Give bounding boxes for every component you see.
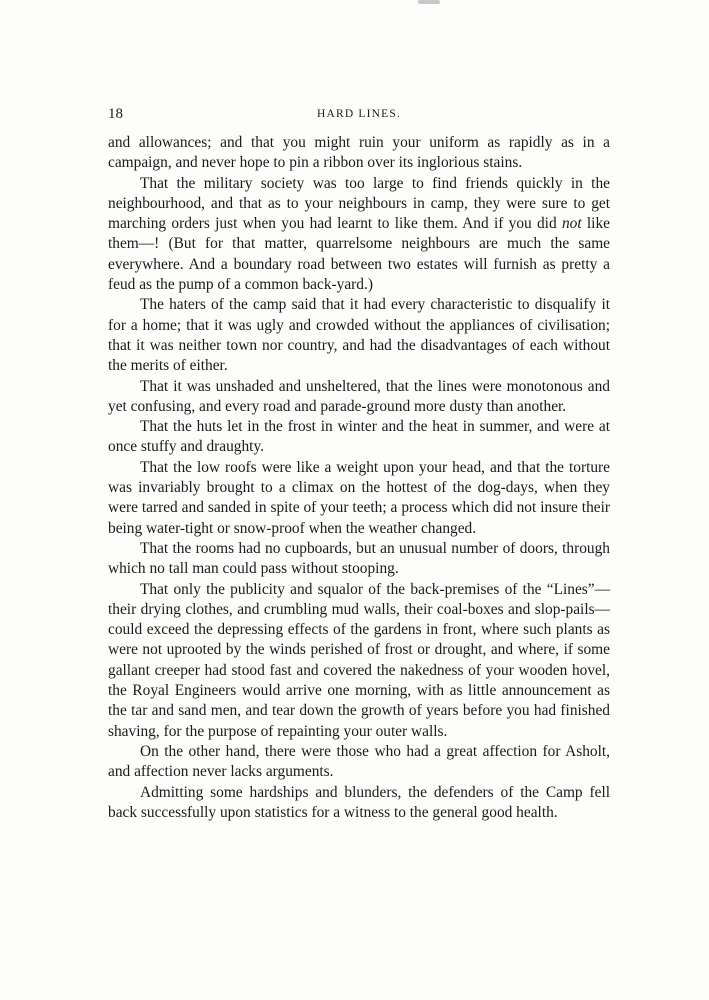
- paragraph-2: [108, 174, 610, 296]
- page-number: 18: [108, 106, 123, 122]
- paragraph-6: That the low roofs were like a weight upon your head, and that the torture was invariably brought to a climax on the hottest of the dog-days, when they were tarred and sanded in spite of your teeth; a process which did not insure their being water-tight or snow-proof when the weather changed.: [108, 458, 610, 537]
- paragraph-1: and allowances; and that you might ruin your uniform as rapidly as in a campaign, and never hope to pin a ribbon over its inglorious stains.: [108, 134, 610, 172]
- scan-mark: [418, 0, 440, 4]
- paragraph-3: The haters of the camp said that it had every characteristic to disqualify it for a home; that it was ugly and crowded without the appliances of civilisation; that it was neither town nor country, and had the disadvantages of each without the merits of either.: [108, 296, 610, 375]
- paragraph-2-part-1: That the military society was too large to find friends quickly in the neighbourhood, and that as to your neighbours in camp, they were sure to get marching orders just when you had learnt to like them. And if you did: [108, 174, 610, 233]
- paragraph-10: Admitting some hardships and blunders, the defenders of the Camp fell back successfully upon statistics for a witness to the general good health.: [108, 783, 610, 821]
- paragraph-9: On the other hand, there were those who had a great affection for Asholt, and affection never lacks arguments.: [108, 742, 610, 781]
- paragraph-5: That the huts let in the frost in winter and the heat in summer, and were at once stuffy and draughty.: [108, 418, 610, 456]
- running-title: HARD LINES.: [316, 108, 402, 120]
- paragraph-8: That only the publicity and squalor of the back-premises of the “Lines”—their drying clothes, and crumbling mud walls, their coal-boxes and slop-pails—could exceed the depressing effects of the gardens in front, where such plants as were not uprooted by the winds perished of frost or drought, and where, if some gallant creeper had stood fast and covered the nakedness of your wooden hovel, the Royal Engineers would arrive one morning, with as little announcement as the tar and sand men, and tear down the growth of years before you had finished shaving, for the purpose of repainting your outer walls.: [108, 580, 610, 740]
- paragraph-4: That it was unshaded and unsheltered, that the lines were monotonous and yet confusing, and every road and parade-ground more dusty than another.: [108, 377, 610, 415]
- emphasis-not: not: [561, 215, 582, 233]
- page-header: [108, 106, 610, 128]
- paragraph-2-part-2: like them—! (But for that matter, quarrelsome neighbours are much the same everywhere. And a boundary road between two estates will furnish as pretty a feud as the pump of a common back-yard.): [108, 215, 610, 294]
- paragraph-7: That the rooms had no cupboards, but an unusual number of doors, through which no tall man could pass without stooping.: [108, 539, 610, 578]
- body-text: [108, 133, 610, 823]
